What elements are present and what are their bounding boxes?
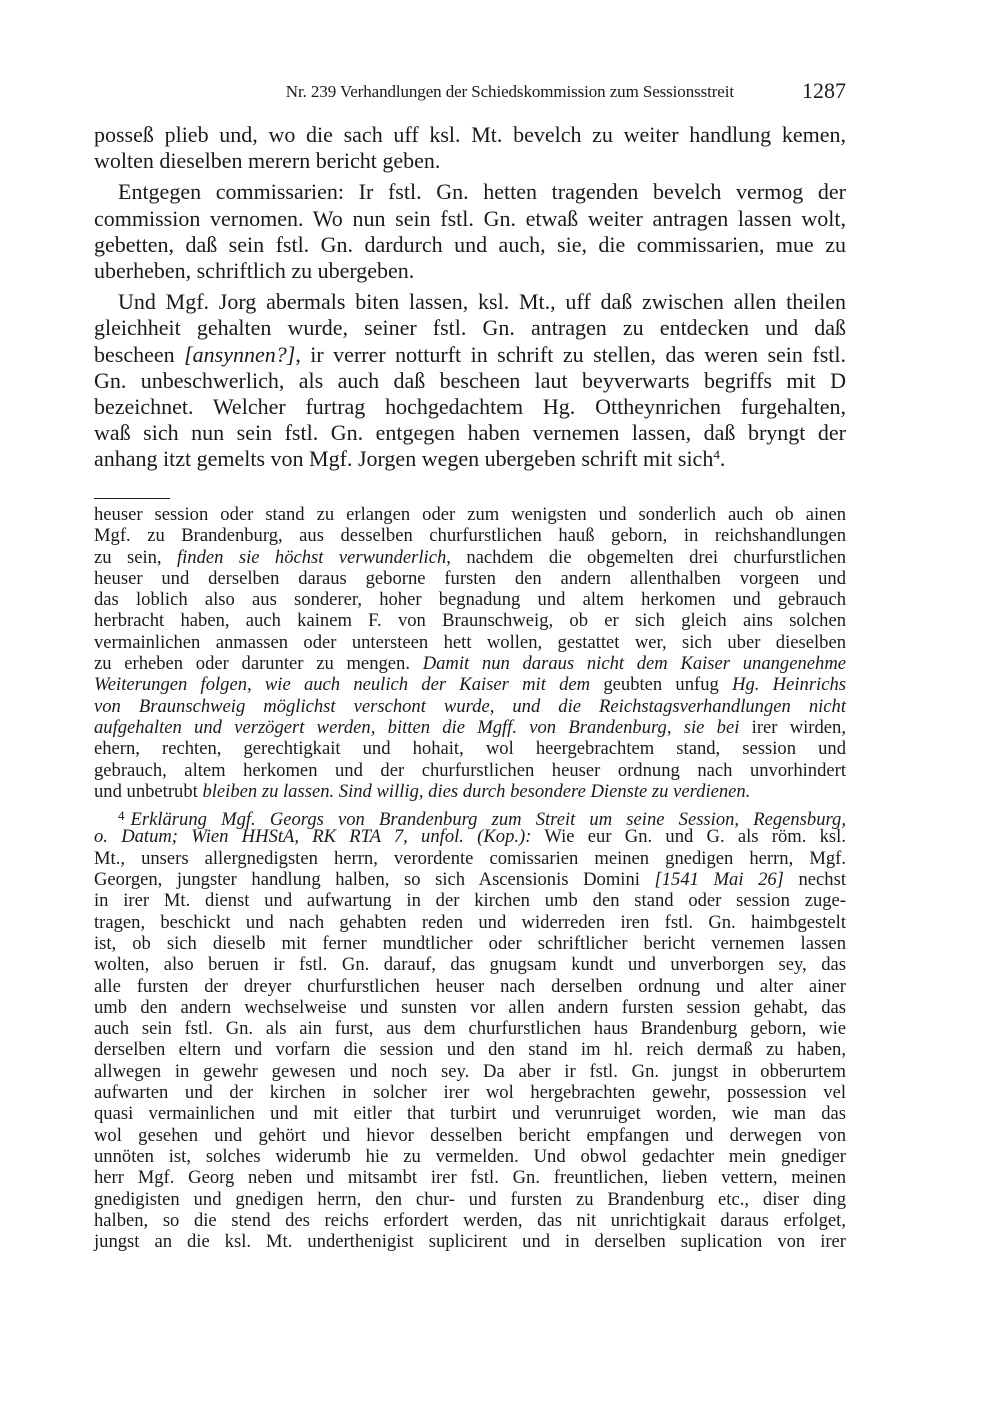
text-line: bezeichnet. Welcher furtrag hochgedachtem Hg. Ottheynrichen furgehalten, [94,393,846,419]
text-line: posseß plieb und, wo die sach uff ksl. Mt. bevelch zu weiter handlung kemen, [94,122,846,147]
italic-summary: Erklärung Mgf. Georgs von Brandenburg zum Streit um seine Session, Regensburg, [130,809,846,831]
note-line: vermainlichen anmassen oder untersteen hett wollen, gestattet wer, sich uber dieselben [94,631,846,653]
note-line: herr Mgf. Georg neben und mitsambt irer fstl. Gn. freuntlichen, lieben vettern, meinen [94,1167,846,1189]
text-run: , ir verrer notturft in schrift zu stellen, das weren sein fstl. [295,341,846,367]
text-line: Und Mgf. Jorg abermals biten lassen, ksl. Mt., uff daß zwischen allen theilen [118,289,846,315]
note-line: heuser und derselben daraus geborne fursten den andern allenthalben vorgeen und [94,567,846,589]
note-line: das loblich also aus sonderer, hoher begnadung und altem herkomen und gebrauch [94,589,846,611]
note-line [94,674,846,695]
italic-summary: finden sie höchst verwunderlich [176,546,447,568]
text-run: geubten unfug [590,674,733,696]
note-line [94,805,846,831]
footnote-4 [94,805,846,1252]
text-line: commission vernomen. Wo nun sein fstl. Gn. etwaß weiter antragen lassen wolt, [94,205,846,231]
text-run: bescheen [94,341,185,367]
note-line: heuser session oder stand zu erlangen oder zum wenigsten und sonderlich auch ob ainen [94,504,846,525]
text-run: zu sein, [94,546,177,568]
note-line: tragen, beschickt und nach gehabten reden und widerreden iren fstl. Gn. haimbgestelt [94,911,846,933]
note-line: unnöten ist, solches widerumb hie zu vermelden. Und obwol gedachter mein gnediger [94,1145,846,1167]
paragraph-1 [94,122,846,174]
note-line: wol gesehen und gehört und hievor desselben bericht empfangen und derwegen von [94,1124,846,1146]
note-line [94,826,846,847]
note-line [94,781,846,802]
note-line: ehern, rechten, gerechtigkait und hohait, wol heergebrachtem stand, session und [94,738,846,760]
date-annotation: [1541 Mai 26] [654,869,784,891]
text-run: zu erheben oder darunter zu mengen. [94,653,423,675]
editorial-conjecture: [ansynnen?] [184,341,296,367]
italic-summary: Weiterungen folgen, wie auch neulich der Kaiser mit dem [94,674,591,696]
note-line [94,653,846,674]
note-line: herbracht haben, auch kainem F. von Braunschweig, ob er sich gleich ains solchen [94,610,846,632]
text-run: Georgen, jungster handlung halben, so sich Ascensionis Domini [94,869,655,891]
italic-citation: o. Datum; Wien HHStA, RK RTA 7, unfol. (Kop.): [94,826,532,848]
running-title: Nr. 239 Verhandlungen der Schiedskommission zum Sessionsstreit [285,82,734,101]
text-line: wolten dieselben merern bericht geben. [94,148,441,174]
text-line [94,342,846,368]
page-header [94,80,846,106]
note-line: in irer Mt. dienst und aufwartung in der kirchen umb den stand oder session zuge- [94,890,846,912]
italic-summary: Hg. Heinrichs [732,674,847,696]
text-line: Gn. unbeschwerlich, als auch daß bescheen laut beyverwarts begriffs mit D [94,367,846,393]
italic-summary: Damit nun daraus nicht dem Kaiser unangenehme [422,653,847,675]
text-run: nechst [783,869,846,891]
text-line: gebetten, daß sein fstl. Gn. dardurch und auch, sie, die commissarien, mue zu [94,231,846,257]
text-run: anhang itzt gemelts von Mgf. Jorgen wegen ubergeben schrift mit sich [94,446,714,472]
note-line: halben, so die stend des reichs erfordert werden, das nit unrichtigkait daraus erfolget, [94,1209,846,1231]
text-line: gleichheit gehalten wurde, seiner fstl. Gn. antragen zu entdecken und daß [94,315,846,341]
footnote-separator [94,498,170,499]
note-line: gnedigisten und gnedigen herrn, den chur- und fursten zu Brandenburg etc., diser ding [94,1188,846,1210]
text-line [94,446,846,472]
paragraph-3 [94,289,846,472]
note-line: wolten, also beruen ir fstl. Gn. darauf, das gnugsam kundt und unverborgen sey, das [94,954,846,976]
italic-summary: von Braunschweig möglichst verschont wurde, und die Reichstagsverhandlungen nicht [94,695,846,717]
note-line [94,696,846,717]
note-line: allwegen in gewehr gewesen und noch sey. Da aber ir fstl. Gn. jungst in obberurtem [94,1060,846,1082]
note-line: Mt., unsers allergnedigsten herrn, verordente comissarien meinen gnedigen herrn, Mgf. [94,847,846,869]
note-line: gebrauch, altem herkomen und der churfurstlichen heuser ordnung nach unvorhindert [94,759,846,781]
note-line: auch sein fstl. Gn. als ain furst, aus dem churfurstlichen haus Brandenburg geborn, wie [94,1018,846,1040]
page-number: 1287 [802,78,846,103]
note-line: alle fursten der dreyer churfurstlichen heuser nach derselben ordnung und alter ainer [94,975,846,997]
text-line: uberheben, schriftlich zu ubergeben. [94,257,415,283]
italic-summary: aufgehalten und verzögert werden, bitten die Mgff. von Brandenburg, sie bei [94,716,740,738]
text-run: Wie eur Gn. und G. als röm. ksl. [531,826,846,848]
note-line: umb den andern wechselweise und sunsten vor allen andern fursten session gehabt, das [94,996,846,1018]
footnote-reference[interactable]: 4 [713,447,720,463]
note-line: aufwarten und der kirchen in solcher irer wol hergebrachten gewehr, possession vel [94,1082,846,1104]
footnotes [94,504,846,1255]
note-line [94,547,846,568]
text-run: und unbetrubt [94,780,203,802]
note-line [94,869,846,890]
note-line: jungst an die ksl. Mt. underthenigist suplicirent und in derselben suplication von irer [94,1231,846,1253]
note-line [94,717,846,738]
text-line: waß sich nun sein fstl. Gn. entgegen haben vernemen lassen, daß bryngt der [94,420,846,446]
text-line: Entgegen commissarien: Ir fstl. Gn. hetten tragenden bevelch vermog der [118,179,846,205]
text-run: irer wirden, [739,716,846,738]
note-line: derselben eltern und vorfarn die session und den stand im hl. reich dermaß zu haben, [94,1039,846,1061]
text-run: , nachdem die obgemelten drei churfurstlichen [446,546,846,568]
note-line: ist, ob sich dieselb mit ferner mundtlicher oder schriftlicher bericht vernemen lassen [94,932,846,954]
main-text [94,122,846,477]
italic-summary: bleiben zu lassen. Sind willig, dies durch besondere Dienste zu verdienen. [202,780,751,802]
paragraph-2 [94,179,846,284]
footnote-continuation [94,504,846,802]
text-run: . [719,446,726,472]
footnote-number: 4 [118,808,125,824]
note-line: Mgf. zu Brandenburg, aus desselben churfurstlichen hauß geborn, in reichshandlungen [94,525,846,547]
note-line: quasi vermainlichen und mit eitler that turbirt und verunruiget worden, wie man das [94,1103,846,1125]
